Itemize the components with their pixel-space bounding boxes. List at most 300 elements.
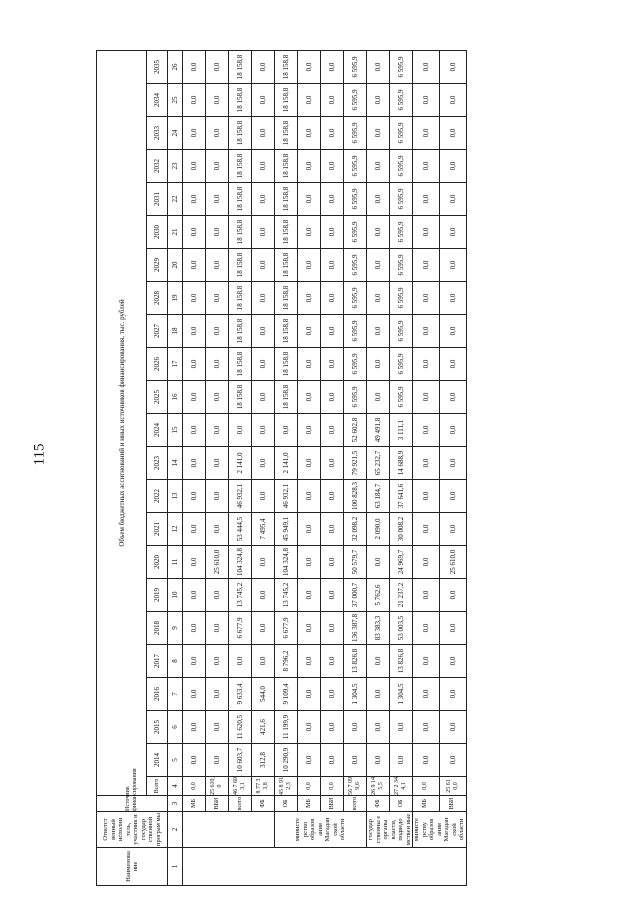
row-value: 6 677,9 (229, 612, 252, 645)
row-value: 0,0 (439, 678, 466, 711)
row-value: 0,0 (321, 348, 344, 381)
header-total: Всего (147, 777, 168, 796)
row-value: 6 595,9 (344, 282, 367, 315)
row-value: 11 199,9 (275, 711, 298, 744)
header-responsible: Ответст венный исполни тель, участник и государ ственной програм мы (97, 812, 168, 848)
row-value: 0,0 (183, 51, 206, 84)
row-value: 0,0 (321, 678, 344, 711)
row-value: 14 688,9 (390, 447, 413, 480)
row-value: 0,0 (298, 414, 321, 447)
row-value: 18 158,8 (275, 84, 298, 117)
row-value: 0,0 (439, 51, 466, 84)
row-source: ВБИ (206, 796, 229, 812)
row-value: 0,0 (298, 84, 321, 117)
row-value: 0,0 (183, 183, 206, 216)
row-value: 6 595,9 (390, 282, 413, 315)
financing-table (96, 50, 467, 886)
column-number: 8 (168, 645, 183, 678)
row-value: 6 677,9 (275, 612, 298, 645)
header-year: 2030 (147, 216, 168, 249)
row-value: 0,0 (206, 249, 229, 282)
row-value: 0,0 (439, 315, 466, 348)
row-value: 0,0 (183, 414, 206, 447)
row-value: 65 232,7 (367, 447, 390, 480)
table-row (390, 51, 413, 886)
row-value: 6 595,9 (390, 315, 413, 348)
row-value: 0,0 (321, 282, 344, 315)
row-value: 0,0 (439, 216, 466, 249)
row-source: всего (229, 796, 252, 812)
row-value: 0,0 (367, 84, 390, 117)
table-row (413, 51, 440, 886)
row-value: 0,0 (252, 315, 275, 348)
row-value: 18 158,8 (229, 282, 252, 315)
row-value: 0,0 (321, 216, 344, 249)
row-value: 2 141,0 (229, 447, 252, 480)
row-total: 45 8 91 2,3 (275, 777, 298, 796)
row-value: 0,0 (298, 282, 321, 315)
row-value: 0,0 (252, 546, 275, 579)
row-value: 21 237,2 (390, 579, 413, 612)
row-value: 0,0 (252, 381, 275, 414)
header-year: 2024 (147, 414, 168, 447)
row-value: 18 158,8 (229, 249, 252, 282)
row-value: 0,0 (298, 348, 321, 381)
row-value: 0,0 (183, 711, 206, 744)
row-value: 0,0 (413, 447, 440, 480)
column-number: 12 (168, 513, 183, 546)
row-value: 79 921,5 (344, 447, 367, 480)
column-number: 2 (168, 812, 183, 848)
header-year: 2027 (147, 315, 168, 348)
row-value: 0,0 (206, 678, 229, 711)
row-source: МБ (413, 796, 440, 812)
row-value: 0,0 (321, 183, 344, 216)
row-value: 0,0 (183, 579, 206, 612)
row-value: 3 111,1 (390, 414, 413, 447)
row-total: 0,0 (321, 777, 344, 796)
row-value: 0,0 (298, 513, 321, 546)
row-value: 6 595,9 (344, 84, 367, 117)
row-value: 0,0 (367, 645, 390, 678)
row-value: 11 620,5 (229, 711, 252, 744)
row-value: 0,0 (413, 315, 440, 348)
row-value: 6 595,9 (344, 381, 367, 414)
row-value: 0,0 (206, 612, 229, 645)
row-value: 0,0 (413, 249, 440, 282)
header-year: 2032 (147, 150, 168, 183)
row-value: 18 158,8 (275, 51, 298, 84)
row-source: ОБ (275, 796, 298, 812)
row-value: 104 324,8 (275, 546, 298, 579)
row-total: 8 77 3 3,8 (252, 777, 275, 796)
row-value: 0,0 (252, 183, 275, 216)
row-value: 0,0 (367, 150, 390, 183)
row-value: 0,0 (206, 645, 229, 678)
row-value: 18 158,8 (275, 315, 298, 348)
column-number: 6 (168, 711, 183, 744)
column-number: 11 (168, 546, 183, 579)
row-value: 0,0 (413, 183, 440, 216)
row-value: 0,0 (183, 513, 206, 546)
row-value: 0,0 (321, 84, 344, 117)
row-value: 18 158,8 (275, 216, 298, 249)
row-total: 0,0 (183, 777, 206, 796)
row-value: 0,0 (321, 447, 344, 480)
column-number: 15 (168, 414, 183, 447)
row-value: 0,0 (367, 282, 390, 315)
row-value: 6 595,9 (344, 315, 367, 348)
row-value: 18 158,8 (229, 150, 252, 183)
row-value: 0,0 (413, 480, 440, 513)
column-number: 13 (168, 480, 183, 513)
row-value: 6 595,9 (344, 51, 367, 84)
row-value: 46 932,1 (275, 480, 298, 513)
row-value: 421,6 (252, 711, 275, 744)
row-value: 18 158,8 (229, 381, 252, 414)
row-value: 0,0 (367, 117, 390, 150)
header-name: Наименова ние (97, 848, 168, 886)
row-value: 0,0 (252, 117, 275, 150)
row-value: 0,0 (275, 414, 298, 447)
row-value: 0,0 (298, 51, 321, 84)
row-value: 18 158,8 (275, 150, 298, 183)
row-source: ОБ (390, 796, 413, 812)
row-value: 10 290,9 (275, 744, 298, 777)
page-number: 115 (31, 443, 48, 466)
row-value: 0,0 (252, 282, 275, 315)
row-value: 0,0 (321, 744, 344, 777)
row-value: 6 595,9 (390, 249, 413, 282)
row-value: 0,0 (413, 84, 440, 117)
column-number: 5 (168, 744, 183, 777)
row-value: 0,0 (413, 216, 440, 249)
row-value: 0,0 (413, 51, 440, 84)
row-value: 0,0 (367, 216, 390, 249)
row-value: 49 491,8 (367, 414, 390, 447)
table-row (344, 51, 367, 886)
row-value: 46 932,1 (229, 480, 252, 513)
row-total: 0,0 (298, 777, 321, 796)
row-value: 0,0 (367, 546, 390, 579)
row-value: 0,0 (439, 711, 466, 744)
row-value: 0,0 (206, 84, 229, 117)
row-value: 0,0 (183, 381, 206, 414)
row-value: 50 579,7 (344, 546, 367, 579)
row-value: 0,0 (252, 216, 275, 249)
header-year: 2023 (147, 447, 168, 480)
row-source: ФБ (367, 796, 390, 812)
row-value: 0,0 (252, 84, 275, 117)
row-value: 104 324,8 (229, 546, 252, 579)
row-value: 0,0 (298, 744, 321, 777)
row-value: 0,0 (183, 447, 206, 480)
row-value: 0,0 (413, 711, 440, 744)
header-year: 2026 (147, 348, 168, 381)
row-value: 25 610,0 (206, 546, 229, 579)
row-value: 24 969,7 (390, 546, 413, 579)
row-total: 46 7 603,1 (229, 777, 252, 796)
column-number: 9 (168, 612, 183, 645)
row-value: 0,0 (183, 744, 206, 777)
row-value: 0,0 (183, 216, 206, 249)
row-value: 25 610,0 (439, 546, 466, 579)
row-value: 0,0 (413, 579, 440, 612)
row-value: 6 595,9 (344, 249, 367, 282)
row-value: 0,0 (206, 282, 229, 315)
row-value: 0,0 (321, 51, 344, 84)
header-year: 2031 (147, 183, 168, 216)
table-row (298, 51, 321, 886)
row-value: 0,0 (252, 414, 275, 447)
table-row (206, 51, 229, 886)
row-value: 13 745,2 (229, 579, 252, 612)
row-value: 0,0 (321, 381, 344, 414)
row-value: 0,0 (367, 744, 390, 777)
row-value: 8 796,2 (275, 645, 298, 678)
row-value: 0,0 (367, 51, 390, 84)
row-value: 0,0 (183, 645, 206, 678)
row-value: 6 595,9 (390, 381, 413, 414)
row-value: 0,0 (252, 150, 275, 183)
row-value: 18 158,8 (275, 249, 298, 282)
row-value: 0,0 (439, 447, 466, 480)
row-value: 18 158,8 (229, 84, 252, 117)
row-value: 0,0 (367, 183, 390, 216)
row-value: 0,0 (321, 480, 344, 513)
row-value: 0,0 (413, 645, 440, 678)
row-value: 6 595,9 (390, 117, 413, 150)
row-value: 0,0 (390, 711, 413, 744)
row-value: 0,0 (206, 348, 229, 381)
row-value: 0,0 (252, 447, 275, 480)
column-number: 17 (168, 348, 183, 381)
row-value: 0,0 (183, 678, 206, 711)
row-value: 0,0 (321, 315, 344, 348)
row-value: 1 304,5 (390, 678, 413, 711)
row-value: 0,0 (439, 480, 466, 513)
row-value: 0,0 (367, 315, 390, 348)
row-value: 0,0 (298, 216, 321, 249)
row-source: ВБИ (439, 796, 466, 812)
row-value: 0,0 (413, 546, 440, 579)
row-value: 0,0 (321, 579, 344, 612)
table-row (439, 51, 466, 886)
row-value: 0,0 (413, 348, 440, 381)
row-value: 0,0 (321, 150, 344, 183)
row-value: 0,0 (298, 315, 321, 348)
row-value: 0,0 (413, 612, 440, 645)
row-value: 0,0 (298, 678, 321, 711)
row-value: 18 158,8 (229, 51, 252, 84)
row-total: 25 61 0,0 (439, 777, 466, 796)
row-value: 0,0 (183, 117, 206, 150)
row-value: 0,0 (183, 249, 206, 282)
row-value: 30 008,2 (390, 513, 413, 546)
row-value: 18 158,8 (229, 216, 252, 249)
row-value: 13 826,8 (390, 645, 413, 678)
row-value: 0,0 (413, 282, 440, 315)
header-year: 2015 (147, 711, 168, 744)
row-value: 6 595,9 (344, 183, 367, 216)
row-value: 0,0 (439, 84, 466, 117)
row-value: 0,0 (439, 381, 466, 414)
row-value: 100 828,3 (344, 480, 367, 513)
row-value: 0,0 (229, 645, 252, 678)
row-value: 0,0 (439, 348, 466, 381)
row-value: 0,0 (252, 249, 275, 282)
row-value: 0,0 (183, 612, 206, 645)
row-value: 18 158,8 (275, 348, 298, 381)
row-value: 0,0 (298, 612, 321, 645)
header-year: 2022 (147, 480, 168, 513)
row-value: 0,0 (344, 711, 367, 744)
table-row (252, 51, 275, 886)
row-value: 0,0 (298, 150, 321, 183)
column-number: 1 (168, 848, 183, 886)
column-number: 16 (168, 381, 183, 414)
header-year: 2021 (147, 513, 168, 546)
row-value: 6 595,9 (390, 150, 413, 183)
row-value: 0,0 (344, 744, 367, 777)
row-value: 0,0 (439, 513, 466, 546)
row-value: 0,0 (298, 579, 321, 612)
table-row (321, 51, 344, 886)
row-value: 0,0 (321, 612, 344, 645)
row-value: 0,0 (183, 150, 206, 183)
row-value: 18 158,8 (275, 117, 298, 150)
column-number: 25 (168, 84, 183, 117)
row-responsible: министе рство образов ания Магадан ской области (275, 812, 367, 848)
row-value: 2 090,0 (367, 513, 390, 546)
column-number: 21 (168, 216, 183, 249)
row-value: 32 098,2 (344, 513, 367, 546)
row-value: 0,0 (439, 579, 466, 612)
row-value: 52 602,8 (344, 414, 367, 447)
row-value: 0,0 (298, 447, 321, 480)
row-value: 0,0 (206, 711, 229, 744)
table-row (183, 51, 206, 886)
header-year: 2019 (147, 579, 168, 612)
row-name (183, 848, 467, 886)
row-value: 0,0 (413, 381, 440, 414)
column-number: 7 (168, 678, 183, 711)
row-value: 6 595,9 (344, 150, 367, 183)
column-number: 19 (168, 282, 183, 315)
row-source: МБ (183, 796, 206, 812)
row-value: 6 595,9 (390, 51, 413, 84)
row-value: 53 003,5 (390, 612, 413, 645)
row-value: 0,0 (413, 117, 440, 150)
row-value: 10 603,7 (229, 744, 252, 777)
row-value: 0,0 (367, 711, 390, 744)
table-row (367, 51, 390, 886)
row-value: 6 595,9 (390, 183, 413, 216)
row-value: 5 762,6 (367, 579, 390, 612)
header-year: 2033 (147, 117, 168, 150)
row-value: 0,0 (413, 678, 440, 711)
row-value: 0,0 (321, 513, 344, 546)
row-value: 37 000,7 (344, 579, 367, 612)
row-value: 544,0 (252, 678, 275, 711)
table-row (229, 51, 252, 886)
row-value: 2 141,0 (275, 447, 298, 480)
row-value: 1 304,5 (344, 678, 367, 711)
row-value: 0,0 (229, 414, 252, 447)
row-value: 0,0 (252, 348, 275, 381)
row-value: 0,0 (298, 117, 321, 150)
row-value: 6 595,9 (344, 117, 367, 150)
row-value: 0,0 (183, 84, 206, 117)
row-value: 0,0 (206, 315, 229, 348)
row-value: 9 109,4 (275, 678, 298, 711)
row-value: 0,0 (367, 249, 390, 282)
row-value: 0,0 (367, 381, 390, 414)
row-value: 0,0 (321, 414, 344, 447)
column-number: 10 (168, 579, 183, 612)
row-value: 0,0 (321, 249, 344, 282)
row-value: 0,0 (183, 315, 206, 348)
row-value: 0,0 (298, 546, 321, 579)
row-value: 312,8 (252, 744, 275, 777)
header-year: 2017 (147, 645, 168, 678)
row-value: 13 826,8 (344, 645, 367, 678)
row-value: 0,0 (439, 150, 466, 183)
row-value: 0,0 (439, 117, 466, 150)
row-value: 136 387,8 (344, 612, 367, 645)
row-value: 0,0 (321, 117, 344, 150)
row-value: 45 949,1 (275, 513, 298, 546)
header-main: Объем бюджетных ассигнований и иных источников финансирования, тыс. рублей (97, 51, 147, 796)
row-value: 0,0 (183, 546, 206, 579)
row-total: 56 7 09 9,6 (344, 777, 367, 796)
row-value: 0,0 (206, 513, 229, 546)
row-value: 0,0 (252, 612, 275, 645)
row-value: 6 595,9 (390, 216, 413, 249)
row-value: 0,0 (321, 645, 344, 678)
row-value: 63 184,7 (367, 480, 390, 513)
row-value: 0,0 (298, 480, 321, 513)
row-value: 18 158,8 (275, 381, 298, 414)
column-number: 3 (168, 796, 183, 812)
row-value: 0,0 (321, 546, 344, 579)
row-value: 0,0 (298, 183, 321, 216)
column-number: 24 (168, 117, 183, 150)
row-responsible: государ ственны е органы власти, подведо мствен ные (367, 812, 413, 848)
row-value: 0,0 (298, 381, 321, 414)
rotated-table-container (96, 51, 606, 886)
row-value: 53 444,5 (229, 513, 252, 546)
row-value: 0,0 (252, 51, 275, 84)
row-value: 0,0 (206, 579, 229, 612)
column-number: 18 (168, 315, 183, 348)
column-number: 14 (168, 447, 183, 480)
header-year: 2035 (147, 51, 168, 84)
row-responsible: министе рству образов ания Магадан ской области (413, 812, 467, 848)
header-year: 2025 (147, 381, 168, 414)
row-value: 0,0 (439, 282, 466, 315)
row-value: 0,0 (206, 414, 229, 447)
row-total: 25 610,0 (206, 777, 229, 796)
row-value: 18 158,8 (275, 183, 298, 216)
row-total: 27 2 34 4,1 (390, 777, 413, 796)
column-number: 20 (168, 249, 183, 282)
header-year: 2034 (147, 84, 168, 117)
row-value: 0,0 (206, 381, 229, 414)
row-value: 0,0 (206, 183, 229, 216)
row-value: 0,0 (298, 645, 321, 678)
row-value: 0,0 (413, 744, 440, 777)
